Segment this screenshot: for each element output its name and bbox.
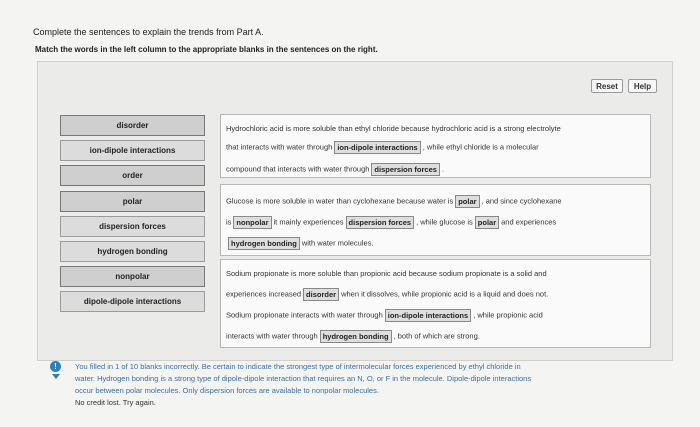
word-tile-disorder[interactable]: disorder [60,115,205,136]
sentence-1-line-3 [226,163,444,176]
sentence-text: Sodium propionate interacts with water through [226,310,383,320]
sentence-2-line-3 [226,237,374,250]
sentence-text: with water molecules. [301,238,374,248]
instruction-text: Match the words in the left column to the appropriate blanks in the sentences on the right. [35,45,378,54]
blank-10[interactable]: hydrogen bonding [320,330,392,343]
word-tile-nonpolar[interactable]: nonpolar [60,266,205,287]
sentence-box-3 [220,259,651,348]
word-tile-dipole-dipole-interactions[interactable]: dipole-dipole interactions [60,291,205,312]
sentence-box-1 [220,114,651,178]
blank-1[interactable]: ion-dipole interactions [334,141,420,154]
sentence-text: and experiences [501,217,557,227]
page-title: Complete the sentences to explain the trends from Part A. [33,27,264,37]
sentence-3-line-4 [226,330,480,343]
help-button[interactable]: Help [628,79,657,93]
sentence-text: . [441,164,445,174]
sentence-text: that interacts with water through [226,142,333,152]
feedback-line-3: occur between polar molecules. Only dispersion forces are available to nonpolar molecules. [75,386,379,395]
sentence-text: , while propionic acid [473,310,543,320]
sentence-text: interacts with water through [226,331,318,341]
sentence-text: , both of which are strong. [393,331,480,341]
sentence-3-line-2 [226,288,548,301]
sentence-3-line-3 [226,309,543,322]
blank-8[interactable]: disorder [303,288,339,301]
sentence-box-2 [220,184,651,256]
word-tile-order[interactable]: order [60,165,205,186]
sentence-1-line-1: Hydrochloric acid is more soluble than ethyl chloride because hydrochloric acid is a strong electrolyte [226,124,561,133]
word-tile-polar[interactable]: polar [60,191,205,212]
sentence-text: when it dissolves, while propionic acid is a liquid and does not. [341,289,549,299]
sentence-2-line-2 [226,216,556,229]
word-tile-hydrogen-bonding[interactable]: hydrogen bonding [60,241,205,262]
sentence-text: experiences increased [226,289,302,299]
sentence-text: it mainly experiences [273,217,344,227]
blank-2[interactable]: dispersion forces [371,163,440,176]
word-tile-dispersion-forces[interactable]: dispersion forces [60,216,205,237]
sentence-text: is [226,217,232,227]
blank-5[interactable]: dispersion forces [346,216,415,229]
cursor-arrow-icon [52,374,60,379]
alert-icon: ! [50,361,61,372]
blank-6[interactable]: polar [475,216,499,229]
feedback-line-1: You filled in 1 of 10 blanks incorrectly. Be certain to indicate the strongest type of intermolecular forces experienced by ethyl chloride in [75,362,521,371]
blank-4[interactable]: nonpolar [233,216,271,229]
sentence-text: , and since cyclohexane [481,196,562,206]
sentence-text: compound that interacts with water through [226,164,370,174]
feedback-line-2: water. Hydrogen bonding is a strong type of dipole-dipole interaction that requires an N, O, or F in the molecule. Dipole-dipole interactions [75,374,532,383]
blank-3[interactable]: polar [455,195,479,208]
sentence-text: Glucose is more soluble in water than cyclohexane because water is [226,196,454,206]
sentence-text: , while ethyl chloride is a molecular [422,142,539,152]
sentence-1-line-2 [226,141,539,154]
reset-button[interactable]: Reset [591,79,623,93]
sentence-text: , while glucose is [416,217,473,227]
sentence-2-line-1 [226,195,562,208]
word-tile-ion-dipole-interactions[interactable]: ion-dipole interactions [60,140,205,161]
blank-7[interactable]: hydrogen bonding [228,237,300,250]
sentence-3-line-1: Sodium propionate is more soluble than propionic acid because sodium propionate is a solid and [226,269,547,278]
blank-9[interactable]: ion-dipole interactions [385,309,471,322]
feedback-no-credit: No credit lost. Try again. [75,398,156,407]
